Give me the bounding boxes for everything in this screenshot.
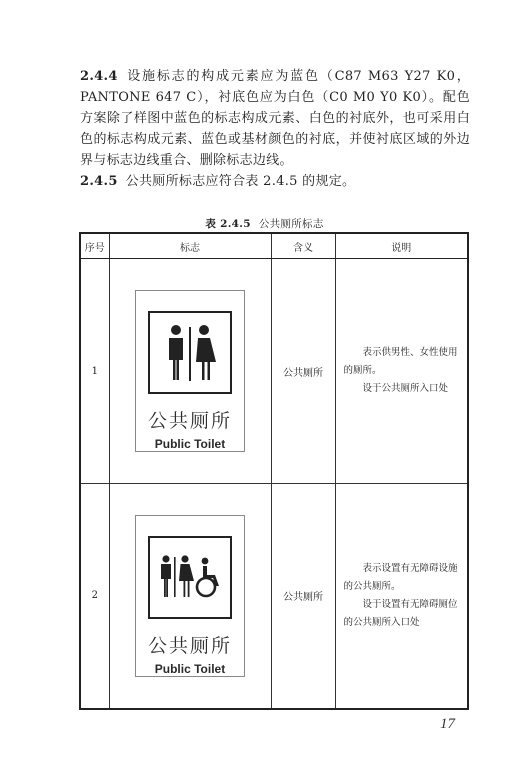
clause-number: 2.4.4 [80,69,118,84]
sign-cell [109,484,271,709]
description-line: 表示设置有无障碍设施的公共厕所。 [343,562,458,592]
table-header-row [80,233,468,259]
header-sign: 标志 [109,233,271,259]
header-number: 序号 [80,233,109,259]
row-description [335,484,468,709]
description-line: 设于设置有无障碍厕位的公共厕所入口处 [343,598,458,628]
row-number: 1 [80,259,109,484]
row-meaning: 公共厕所 [271,484,335,709]
description-line: 设于公共厕所入口处 [362,383,449,394]
table-row [80,484,468,709]
table-caption [0,216,529,231]
sign-cell [109,259,271,484]
clause-2-4-4 [80,66,470,171]
sign-english-text: Public Toilet [154,661,226,676]
table-caption-text: 公共厕所标志 [258,218,324,230]
accessible-toilet-sign [135,515,245,677]
description-line: 表示供男性、女性使用的厕所。 [343,347,458,376]
row-description [335,259,468,484]
clause-text: 设施标志的构成元素应为蓝色（C87 M63 Y27 K0，PANTONE 647 C），衬底色应为白色（C0 M0 Y0 K0）。配色方案除了样图中蓝色的标志构成元素、白色的衬底外，也可采用白色的标志构成元素、蓝色或基材颜色的衬底，并使衬底区域的外边界与标志边线重合、删除标志边线。 [80,69,470,168]
clause-number: 2.4.5 [80,174,118,189]
clause-text: 公共厕所标志应符合表 2.4.5 的规定。 [125,174,356,189]
toilet-sign-table [79,232,469,710]
sign-chinese-text: 公共厕所 [147,410,232,432]
sign-chinese-text: 公共厕所 [147,634,232,657]
man-woman-icon [148,311,232,394]
header-meaning: 含义 [271,233,335,259]
table-row [80,259,468,484]
sign-english-text: Public Toilet [154,437,226,451]
table-caption-number: 表 2.4.5 [205,218,251,230]
page-number: 17 [440,716,455,732]
row-meaning: 公共厕所 [271,259,335,484]
clause-2-4-5 [80,171,470,192]
row-number: 2 [80,484,109,709]
header-description: 说明 [335,233,468,259]
man-woman-wheelchair-icon [148,536,232,619]
public-toilet-sign [135,290,245,452]
